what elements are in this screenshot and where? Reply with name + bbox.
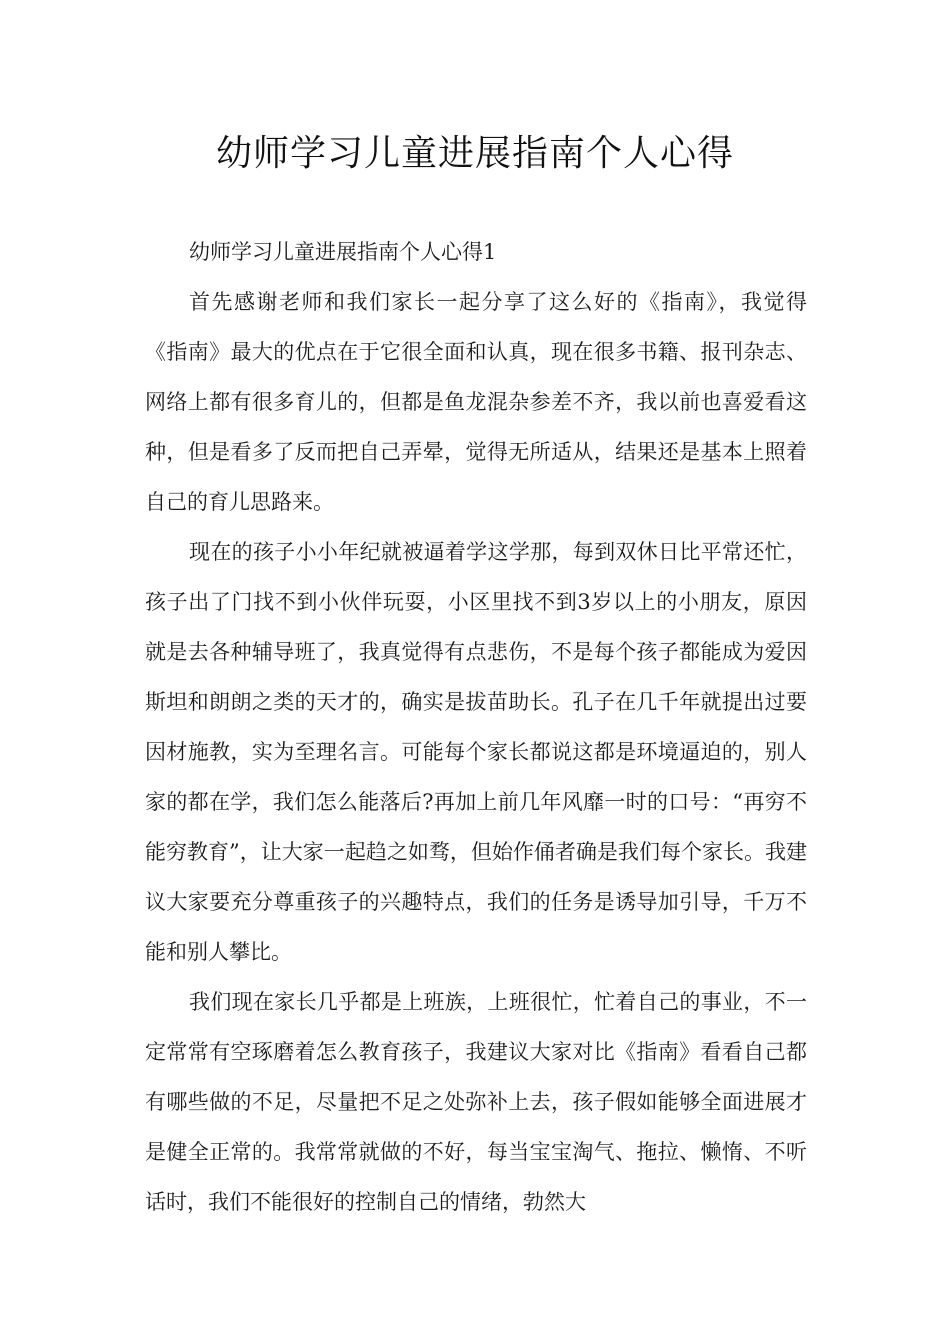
document-title: 幼师学习儿童进展指南个人心得 bbox=[215, 133, 734, 174]
paragraph-2: 现在的孩子小小年纪就被逼着学这学那，每到双休日比平常还忙，孩子出了门找不到小伙伴玩耍，小区里找不到3岁以上的小朋友，原因就是去各种辅导班了，我真觉得有点悲伤，不是每个孩子都能成为爱因斯坦和朗朗之类的天才的，确实是拔苗助长。孔子在几千年就提出过要因材施教，实为至理名言。可能每个家长都说这都是环境逼迫的，别人家的都在学，我们怎么能落后?再加上前几年风靡一时的口号：“再穷不能穷教育”，让大家一起趋之如骛，但始作俑者确是我们每个家长。我建议大家要充分尊重孩子的兴趣特点，我们的任务是诱导加引导，千万不能和别人攀比。 bbox=[145, 540, 807, 964]
paragraph-1: 首先感谢老师和我们家长一起分享了这么好的《指南》，我觉得《指南》最大的优点在于它很全面和认真，现在很多书籍、报刊杂志、网络上都有很多育儿的，但都是鱼龙混杂参差不齐，我以前也喜爱看这种，但是看多了反而把自己弄晕，觉得无所适从，结果还是基本上照着自己的育儿思路来。 bbox=[145, 290, 807, 514]
paragraph-3: 我们现在家长几乎都是上班族，上班很忙，忙着自己的事业，不一定常常有空琢磨着怎么教育孩子，我建议大家对比《指南》看看自己都有哪些做的不足，尽量把不足之处弥补上去，孩子假如能够全面进展才是健全正常的。我常常就做的不好，每当宝宝淘气、拖拉、懒惰、不听话时，我们不能很好的控制自己的情绪，勃然大 bbox=[145, 990, 807, 1214]
document-body bbox=[145, 227, 807, 1227]
section-subtitle: 幼师学习儿童进展指南个人心得1 bbox=[189, 240, 497, 264]
